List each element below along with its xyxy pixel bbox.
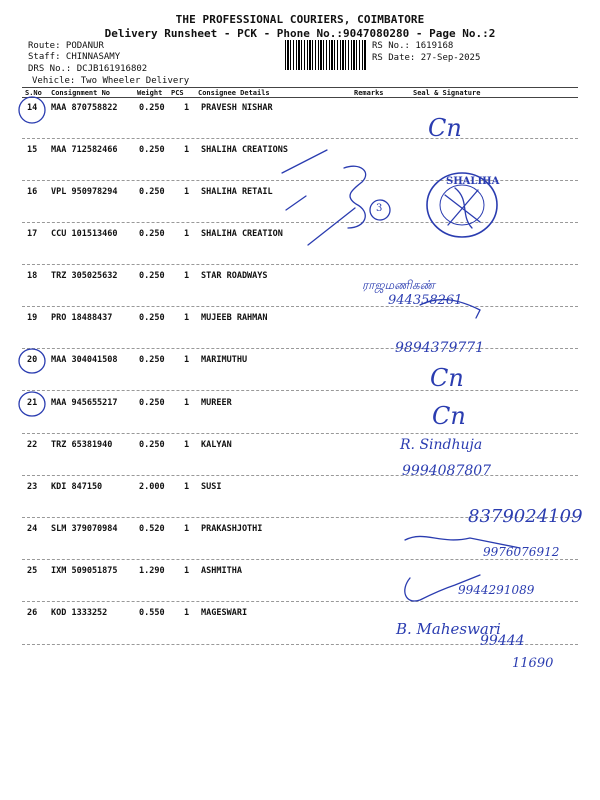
- row-sno: 23: [27, 482, 38, 492]
- circled-number: 3: [376, 203, 383, 214]
- cn-note-20: Cn: [430, 364, 464, 392]
- row-weight: 0.520: [139, 524, 165, 534]
- row-weight: 0.250: [139, 229, 165, 239]
- row-sno: 24: [27, 524, 38, 534]
- row-pcs: 1: [184, 355, 190, 365]
- row-sno: 15: [27, 145, 38, 155]
- rs-date: RS Date: 27-Sep-2025: [372, 53, 481, 63]
- signature-name-18: ராஜமணிகண்: [362, 278, 435, 292]
- row-consignment: KOD 1333252: [51, 608, 108, 618]
- row-pcs: 1: [184, 440, 190, 450]
- row-pcs: 1: [184, 482, 190, 492]
- row-sno: 21: [27, 398, 38, 408]
- signature-phone-26b: 11690: [512, 656, 554, 671]
- row-consignment: MAA 712582466: [51, 145, 118, 155]
- stamp-scribble: [445, 188, 480, 228]
- row-weight: 0.250: [139, 271, 165, 281]
- row-consignee: PRAKASHJOTHI: [201, 524, 263, 534]
- row-pcs: 1: [184, 103, 190, 113]
- signature-phone-26: 99444: [480, 633, 525, 649]
- row-pcs: 1: [184, 187, 190, 197]
- cn-note-21: Cn: [432, 402, 466, 430]
- stamp-seal-text: SHALIHA: [446, 176, 500, 187]
- row-consignment: MAA 304041508: [51, 355, 118, 365]
- runsheet-subtitle: Delivery Runsheet - PCK - Phone No.:9047080280 - Page No.:2: [104, 27, 496, 40]
- row-pcs: 1: [184, 566, 190, 576]
- col-pcs: PCS: [171, 89, 184, 97]
- row-weight: 0.250: [139, 187, 165, 197]
- row-pcs: 1: [184, 524, 190, 534]
- col-weight: Weight: [137, 89, 163, 97]
- row-pcs: 1: [184, 398, 190, 408]
- row-sno: 26: [27, 608, 38, 618]
- row-consignment: KDI 847150: [51, 482, 103, 492]
- row-consignee: MUREER: [201, 398, 232, 408]
- drs-number: DRS No.: DCJB161916802: [28, 64, 148, 74]
- pen-stroke: [308, 208, 355, 245]
- signature-phone-22: 9994087807: [402, 463, 492, 479]
- pen-stroke: [286, 196, 306, 210]
- row-weight: 0.250: [139, 355, 165, 365]
- row-weight: 1.290: [139, 566, 165, 576]
- row-weight: 0.250: [139, 398, 165, 408]
- row-sno: 14: [27, 103, 38, 113]
- row-sno: 18: [27, 271, 38, 281]
- cn-note-14: Cn: [428, 114, 462, 142]
- col-sno: S.No: [25, 89, 42, 97]
- row-pcs: 1: [184, 271, 190, 281]
- row-sno: 20: [27, 355, 38, 365]
- signature-phone-24: 8379024109: [468, 506, 583, 527]
- row-sno: 25: [27, 566, 38, 576]
- row-consignee: KALYAN: [201, 440, 232, 450]
- row-consignment: TRZ 65381940: [51, 440, 113, 450]
- row-consignment: MAA 945655217: [51, 398, 118, 408]
- row-pcs: 1: [184, 229, 190, 239]
- row-consignment: CCU 101513460: [51, 229, 118, 239]
- row-consignment: SLM 379070984: [51, 524, 118, 534]
- signature-name-22: R. Sindhuja: [400, 437, 483, 453]
- rs-number: RS No.: 1619168: [372, 41, 454, 51]
- row-consignee: SHALIHA RETAIL: [201, 187, 273, 197]
- row-weight: 0.550: [139, 608, 165, 618]
- row-weight: 0.250: [139, 103, 165, 113]
- col-remarks: Remarks: [354, 89, 384, 97]
- signature-phone-19: 9894379771: [395, 340, 485, 356]
- row-sno: 17: [27, 229, 38, 239]
- row-weight: 0.250: [139, 145, 165, 155]
- row-consignee: ASHMITHA: [201, 566, 242, 576]
- row-pcs: 1: [184, 608, 190, 618]
- circle-mark-14: [19, 97, 45, 123]
- row-consignment: MAA 870758822: [51, 103, 118, 113]
- pen-stroke: [282, 150, 327, 173]
- row-pcs: 1: [184, 145, 190, 155]
- row-consignment: PRO 18488437: [51, 313, 113, 323]
- row-consignee: SHALIHA CREATIONS: [201, 145, 288, 155]
- row-weight: 2.000: [139, 482, 165, 492]
- signature-phone-24b: 9976076912: [483, 545, 560, 559]
- row-pcs: 1: [184, 313, 190, 323]
- row-consignee: SUSI: [201, 482, 222, 492]
- row-consignee: STAR ROADWAYS: [201, 271, 268, 281]
- row-weight: 0.250: [139, 440, 165, 450]
- brace-mark: [344, 166, 366, 228]
- row-consignment: IXM 509051875: [51, 566, 118, 576]
- row-consignee: MARIMUTHU: [201, 355, 248, 365]
- circle-mark-21: [19, 392, 45, 416]
- row-consignee: MAGESWARI: [201, 608, 248, 618]
- route-label: Route: PODANUR: [28, 41, 104, 51]
- row-consignment: VPL 950978294: [51, 187, 118, 197]
- signature-phone-25: 9944291089: [458, 583, 535, 597]
- row-consignee: MUJEEB RAHMAN: [201, 313, 268, 323]
- col-seal: Seal & Signature: [413, 89, 481, 97]
- row-sno: 16: [27, 187, 38, 197]
- row-weight: 0.250: [139, 313, 165, 323]
- row-consignee: SHALIHA CREATION: [201, 229, 283, 239]
- signature-name-26: B. Maheswari: [396, 620, 501, 638]
- circle-mark-20: [19, 349, 45, 373]
- vehicle-label: Vehicle: Two Wheeler Delivery: [32, 76, 190, 86]
- row-sno: 19: [27, 313, 38, 323]
- company-title: THE PROFESSIONAL COURIERS, COIMBATORE: [175, 13, 425, 26]
- row-sno: 22: [27, 440, 38, 450]
- row-consignee: PRAVESH NISHAR: [201, 103, 273, 113]
- col-consignee: Consignee Details: [198, 89, 270, 97]
- col-consignment: Consignment No: [51, 89, 111, 97]
- signature-phone-18: 944358261: [388, 293, 463, 308]
- row-consignment: TRZ 305025632: [51, 271, 118, 281]
- staff-label: Staff: CHINNASAMY: [28, 52, 121, 62]
